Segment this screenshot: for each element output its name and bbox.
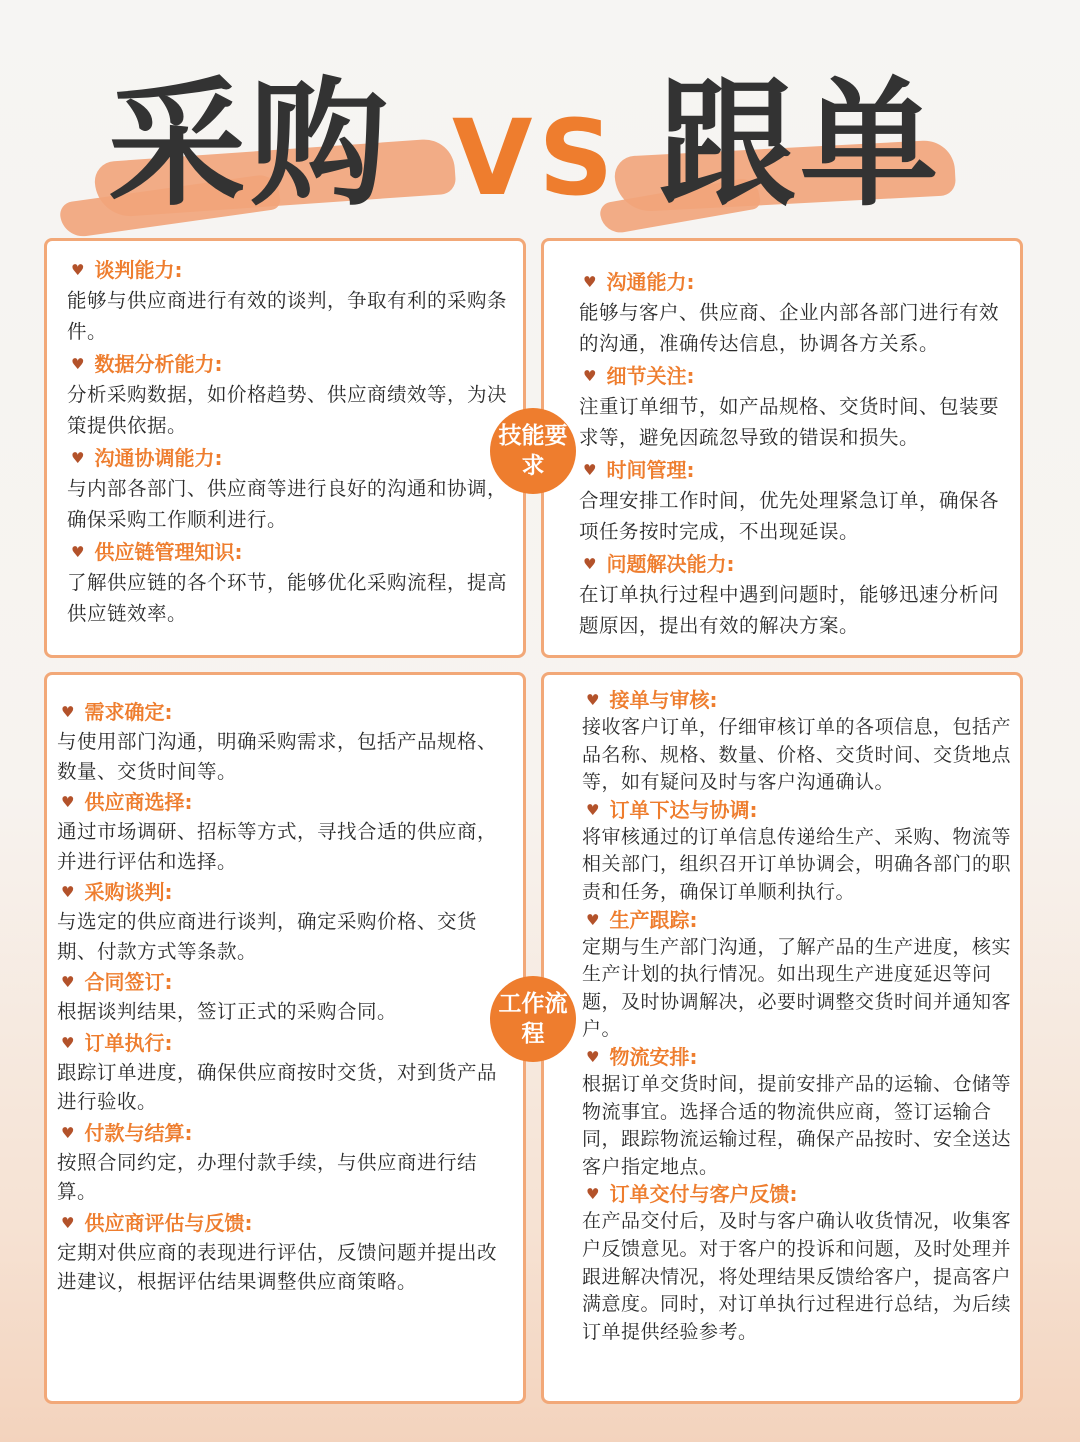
heart-icon: ♥ bbox=[61, 1213, 75, 1232]
heart-icon: ♥ bbox=[586, 1185, 600, 1204]
item-description: 跟踪订单进度，确保供应商按时交货，对到货产品进行验收。 bbox=[57, 1060, 498, 1113]
item-title-label: 谈判能力: bbox=[94, 258, 183, 282]
item-description: 根据谈判结果，签订正式的采购合同。 bbox=[57, 1000, 398, 1023]
item-description: 合理安排工作时间，优先处理紧急订单，确保各项任务按时完成，不出现延误。 bbox=[579, 489, 1000, 543]
heart-icon: ♥ bbox=[61, 1123, 75, 1142]
item-description: 定期对供应商的表现进行评估，反馈问题并提出改进建议，根据评估结果调整供应商策略。 bbox=[57, 1240, 498, 1293]
item-title bbox=[586, 907, 1014, 934]
item-description: 通过市场调研、招标等方式，寻找合适的供应商，并进行评估和选择。 bbox=[57, 820, 498, 873]
item-title-label: 供应商评估与反馈: bbox=[84, 1210, 253, 1235]
item-title bbox=[61, 967, 513, 997]
item-title-label: 合同签订: bbox=[84, 970, 173, 994]
item-title-label: 供应链管理知识: bbox=[94, 540, 243, 564]
item-title bbox=[586, 797, 1014, 824]
merch-flow-card bbox=[541, 672, 1023, 1404]
item-description: 与使用部门沟通，明确采购需求，包括产品规格、数量、交货时间等。 bbox=[57, 730, 498, 783]
item-title bbox=[583, 549, 1014, 579]
item-title-label: 付款与结算: bbox=[84, 1120, 193, 1145]
item-title bbox=[586, 687, 1014, 714]
heart-icon: ♥ bbox=[71, 355, 85, 373]
item-title bbox=[61, 787, 513, 817]
heart-icon: ♥ bbox=[71, 449, 85, 467]
title-vs: VS bbox=[452, 97, 620, 219]
title-purchase: 采购 bbox=[108, 64, 393, 225]
item-title bbox=[61, 1208, 513, 1238]
heart-icon: ♥ bbox=[61, 973, 75, 991]
item-description: 根据订单交货时间，提前安排产品的运输、仓储等物流事宜。选择合适的物流供应商，签订运输合同，跟踪物流运输过程，确保产品按时、安全送达客户指定地点。 bbox=[582, 1072, 1012, 1178]
item-description: 与内部各部门、供应商等进行良好的沟通和协调，确保采购工作顺利进行。 bbox=[67, 477, 508, 531]
heart-icon: ♥ bbox=[586, 800, 600, 819]
purchase-flow-card bbox=[44, 672, 526, 1404]
item-description: 将审核通过的订单信息传递给生产、采购、物流等相关部门，组织召开订单协调会，明确各部门的职责和任务，确保订单顺利执行。 bbox=[582, 825, 1012, 903]
item-title bbox=[586, 1044, 1014, 1071]
item-description: 能够与客户、供应商、企业内部各部门进行有效的沟通，准确传达信息，协调各方关系。 bbox=[579, 301, 1000, 355]
heart-icon: ♥ bbox=[586, 1047, 600, 1066]
item-title-label: 订单下达与协调: bbox=[609, 797, 758, 822]
skills-badge: 技能要求 bbox=[490, 408, 576, 494]
item-title-label: 订单执行: bbox=[84, 1030, 173, 1055]
heart-icon: ♥ bbox=[61, 1033, 75, 1052]
item-title-label: 需求确定: bbox=[84, 700, 173, 724]
item-title bbox=[71, 537, 513, 567]
heart-icon: ♥ bbox=[583, 367, 597, 385]
item-description: 能够与供应商进行有效的谈判，争取有利的采购条件。 bbox=[67, 289, 508, 343]
item-title bbox=[71, 443, 513, 473]
item-title bbox=[583, 361, 1014, 391]
heart-icon: ♥ bbox=[583, 273, 597, 291]
item-title-label: 生产跟踪: bbox=[609, 907, 698, 932]
workflow-badge: 工作流程 bbox=[490, 976, 576, 1062]
heart-icon: ♥ bbox=[586, 910, 600, 929]
item-description: 按照合同约定，办理付款手续，与供应商进行结算。 bbox=[57, 1150, 478, 1203]
heart-icon: ♥ bbox=[71, 543, 85, 561]
item-description: 接收客户订单，仔细审核订单的各项信息，包括产品名称、规格、数量、价格、交货时间、交货地点等，如有疑问及时与客户沟通确认。 bbox=[582, 716, 1012, 794]
item-title-label: 数据分析能力: bbox=[94, 352, 223, 376]
item-title-label: 供应商选择: bbox=[84, 790, 193, 814]
item-title-label: 沟通能力: bbox=[606, 270, 695, 294]
item-title bbox=[583, 455, 1014, 485]
heart-icon: ♥ bbox=[61, 703, 75, 721]
item-title-label: 采购谈判: bbox=[84, 880, 173, 904]
item-title-label: 细节关注: bbox=[606, 364, 695, 388]
item-title bbox=[71, 349, 513, 379]
item-title-label: 问题解决能力: bbox=[606, 552, 735, 576]
item-title bbox=[61, 697, 513, 727]
heart-icon: ♥ bbox=[586, 691, 600, 709]
item-description: 在产品交付后，及时与客户确认收货情况，收集客户反馈意见。对于客户的投诉和问题，及时处理并跟进解决情况，将处理结果反馈给客户，提高客户满意度。同时，对订单执行过程进行总结，为后续订单提供经验参考。 bbox=[582, 1210, 1012, 1343]
item-title bbox=[61, 1118, 513, 1148]
item-description: 分析采购数据，如价格趋势、供应商绩效等，为决策提供依据。 bbox=[67, 383, 508, 437]
item-title-label: 订单交付与客户反馈: bbox=[609, 1182, 798, 1207]
item-description: 了解供应链的各个环节，能够优化采购流程，提高供应链效率。 bbox=[67, 571, 508, 625]
item-description: 与选定的供应商进行谈判，确定采购价格、交货期、付款方式等条款。 bbox=[57, 910, 478, 963]
item-title bbox=[71, 255, 513, 285]
heart-icon: ♥ bbox=[71, 261, 85, 279]
purchase-skills-card bbox=[44, 238, 526, 658]
item-title bbox=[586, 1181, 1014, 1208]
heart-icon: ♥ bbox=[61, 883, 75, 901]
title-merchandiser: 跟单 bbox=[658, 64, 943, 225]
item-description: 在订单执行过程中遇到问题时，能够迅速分析问题原因，提出有效的解决方案。 bbox=[579, 583, 1000, 637]
item-title-label: 物流安排: bbox=[609, 1044, 698, 1069]
item-description: 定期与生产部门沟通，了解产品的生产进度，核实生产计划的执行情况。如出现生产进度延迟等问题，及时协调解决，必要时调整交货时间并通知客户。 bbox=[582, 935, 1012, 1041]
header-title bbox=[0, 40, 1080, 230]
merch-skills-card bbox=[541, 238, 1023, 658]
item-title-label: 接单与审核: bbox=[609, 688, 718, 712]
item-title-label: 时间管理: bbox=[606, 458, 695, 482]
item-title-label: 沟通协调能力: bbox=[94, 446, 223, 470]
item-title bbox=[61, 877, 513, 907]
item-description: 注重订单细节，如产品规格、交货时间、包装要求等，避免因疏忽导致的错误和损失。 bbox=[579, 395, 1000, 449]
heart-icon: ♥ bbox=[583, 461, 597, 479]
item-title bbox=[61, 1028, 513, 1058]
item-title bbox=[583, 267, 1014, 297]
heart-icon: ♥ bbox=[583, 555, 597, 573]
heart-icon: ♥ bbox=[61, 793, 75, 811]
